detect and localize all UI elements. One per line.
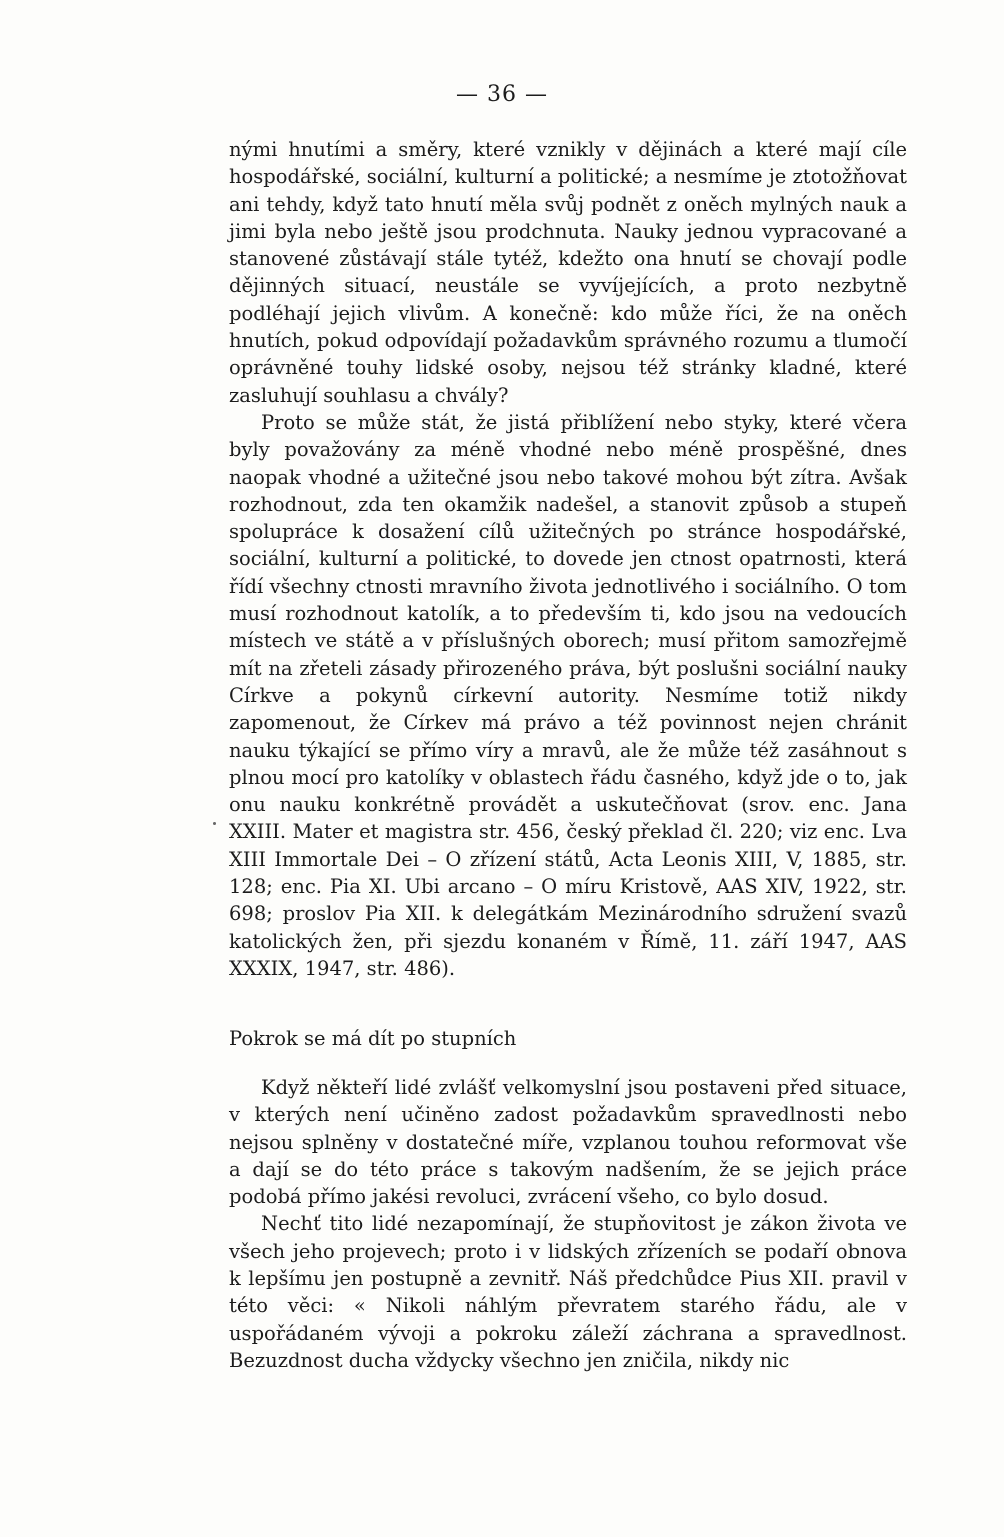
body-text-upper: [229, 136, 907, 982]
scan-speck: [213, 822, 216, 825]
paragraph-reformers: Když někteří lidé zvlášť velkomyslní jsou postaveni před situace, v kterých není učiněno zadost požadavkům spravedlnosti nebo nejsou splněny v dostatečné míře, vzplanou touhou reformovat vše a dají se do této práce s takovým nadšením, že se jejich práce podobá přímo jakési revoluci, zvrácení všeho, co bylo dosud.: [229, 1076, 907, 1209]
paragraph-continuation: nými hnutími a směry, které vznikly v dějinách a které mají cíle hospodářské, sociální, kulturní a politické; a nesmíme je ztotožňovat ani tehdy, když tato hnutí měla svůj podnět z oněch mylných nauk a jimi byla nebo ještě jsou prodchnuta. Nauky jednou vypracované a stanovené zůstávají stále tytéž, kdežto ona hnutí se chovají podle dějinných situací, neustále se vyvíjejících, a proto nezbytně podléhají jejich vlivům. A konečně: kdo může říci, že na oněch hnutích, pokud odpovídají požadavkům správného rozumu a tlumočí oprávněné touhy lidské osoby, nejsou též stránky kladné, které zasluhují souhlasu a chvály?: [229, 138, 907, 407]
paragraph-cooperation: Proto se může stát, že jistá přiblížení nebo styky, které včera byly považovány za méně vhodné nebo méně prospěšné, dnes naopak vhodné a užitečné jsou nebo takové mohou být zítra. Avšak rozhodnout, zda ten okamžik nadešel, a stanovit způsob a stupeň spolupráce k dosažení cílů užitečných po stránce hospodářské, sociální, kulturní a politické, to dovede jen ctnost opatrnosti, která řídí všechny ctnosti mravního života jednotlivého i sociálního. O tom musí rozhodnout katolík, a to především ti, kdo jsou na vedoucích místech ve státě a v příslušných oborech; musí přitom samozřejmě mít na zřeteli zásady přirozeného práva, být poslušni sociální nauky Církve a pokynů církevní autority. Nesmíme totiž nikdy zapomenout, že Církev má právo a též povinnost nejen chránit nauku týkající se přímo víry a mravů, ale že může též zasáhnout s plnou mocí pro katolíky v oblastech řádu časného, když jde o to, jak onu nauku konkrétně provádět a uskutečňovat (srov. enc. Jana XXIII. Mater et magistra str. 456, český překlad čl. 220; viz enc. Lva XIII Immortale Dei – O zřízení států, Acta Leonis XIII, V, 1885, str. 128; enc. Pia XI. Ubi arcano – O míru Kristově, AAS XIV, 1922, str. 698; proslov Pia XII. k delegátkám Mezinárodního sdružení svazů katolických žen, při sjezdu konaném v Římě, 11. září 1947, AAS XXXIX, 1947, str. 486).: [229, 410, 907, 980]
paragraph-gradualness: Nechť tito lidé nezapomínají, že stupňovitost je zákon života ve všech jeho projevech; proto i v lidských zřízeních se podaří obnova k lepšímu jen postupně a zevnitř. Náš předchůdce Pius XII. pravil v této věci: « Nikoli náhlým převratem starého řádu, ale v uspořádaném vývoji a pokroku záleží záchrana a spravedlnost. Bezuzdnost ducha vždycky všechno jen zničila, nikdy nic: [229, 1212, 907, 1372]
body-text-lower: [229, 1074, 907, 1374]
page-number: — 36 —: [456, 82, 548, 107]
section-heading: Pokrok se má dít po stupních: [229, 1027, 517, 1050]
